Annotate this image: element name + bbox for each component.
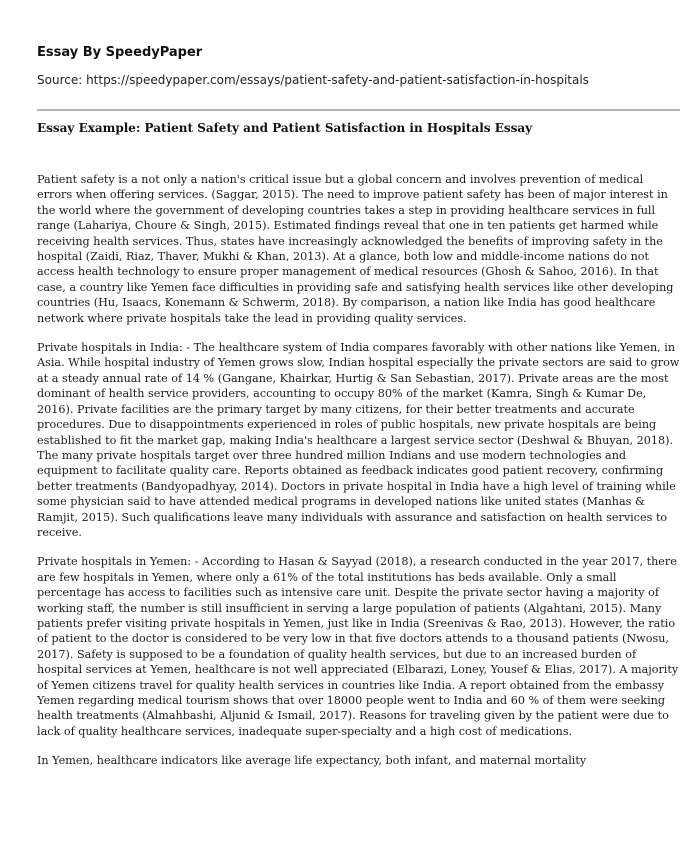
paragraph: Patient safety is a not only a nation's critical issue but a global concern and involves prevention of medical errors when offering services. (Saggar, 2015). The need to improve patient safety has been of major interest in the world where the government of developing countries takes a step in providing healthcare services in full range (Lahariya, Choure & Singh, 2015). Estimated findings reveal that one in ten patients get harmed while receiving health services. Thus, states have increasingly acknowledged the benefits of improving safety in the hospital (Zaidi, Riaz, Thaver, Mukhi & Khan, 2013). At a glance, both low and middle-income nations do not access health technology to ensure proper management of medical resources (Ghosh & Sahoo, 2016). In that case, a country like Yemen face difficulties in providing safe and satisfying health services like other developing countries (Hu, Isaacs, Konemann & Schwerm, 2018). By comparison, a nation like India has good healthcare network where private hospitals take the lead in providing quality services. xyxy=(37,173,674,325)
brand-header: Essay By SpeedyPaper xyxy=(37,45,203,60)
paragraph: In Yemen, healthcare indicators like average life expectancy, both infant, and maternal mortality xyxy=(37,754,587,768)
divider xyxy=(37,109,680,111)
source-line: Source: https://speedypaper.com/essays/patient-safety-and-patient-satisfaction-in-hospitals xyxy=(37,73,589,87)
paragraph: Private hospitals in Yemen: - According to Hasan & Sayyad (2018), a research conducted in the year 2017, there are few hospitals in Yemen, where only a 61% of the total institutions has beds available. Only a small percentage has access to facilities such as intensive care unit. Despite the private sector having a majority of working staff, the number is still insufficient in serving a large population of patients (Algahtani, 2015). Many patients prefer visiting private hospitals in Yemen, just like in India (Sreenivas & Rao, 2013). However, the ratio of patient to the doctor is considered to be very low in that five doctors attends to a thousand patients (Nwosu, 2017). Safety is supposed to be a foundation of quality health services, but due to an increased burden of hospital services at Yemen, healthcare is not well appreciated (Elbarazi, Loney, Yousef & Elias, 2017). A majority of Yemen citizens travel for quality health services in countries like India. A report obtained from the embassy Yemen regarding medical tourism shows that over 18000 people went to India and 60 % of them were seeking health treatments (Almahbashi, Aljunid & Ismail, 2017). Reasons for traveling given by the patient were due to lack of quality healthcare services, inadequate super-specialty and a high cost of medications. xyxy=(37,555,679,738)
essay-body xyxy=(37,172,680,783)
essay-title: Essay Example: Patient Safety and Patient Satisfaction in Hospitals Essay xyxy=(37,121,533,135)
paragraph: Private hospitals in India: - The healthcare system of India compares favorably with other nations like Yemen, in Asia. While hospital industry of Yemen grows slow, Indian hospital especially the private sectors are said to grow at a steady annual rate of 14 % (Gangane, Khairkar, Hurtig & San Sebastian, 2017). Private areas are the most dominant of health service providers, accounting to occupy 80% of the market (Kamra, Singh & Kumar De, 2016). Private facilities are the primary target by many citizens, for their better treatments and accurate procedures. Due to disappointments experienced in roles of public hospitals, new private hospitals are being established to fit the market gap, making India's healthcare a largest service sector (Deshwal & Bhuyan, 2018). The many private hospitals target over three hundred million Indians and use modern technologies and equipment to facilitate quality care. Reports obtained as feedback indicates good patient recovery, confirming better treatments (Bandyopadhyay, 2014). Doctors in private hospital in India have a high level of training while some physician said to have attended medical programs in developed nations like united states (Manhas & Ramjit, 2015). Such qualifications leave many individuals with assurance and satisfaction on health services to receive. xyxy=(37,341,680,539)
